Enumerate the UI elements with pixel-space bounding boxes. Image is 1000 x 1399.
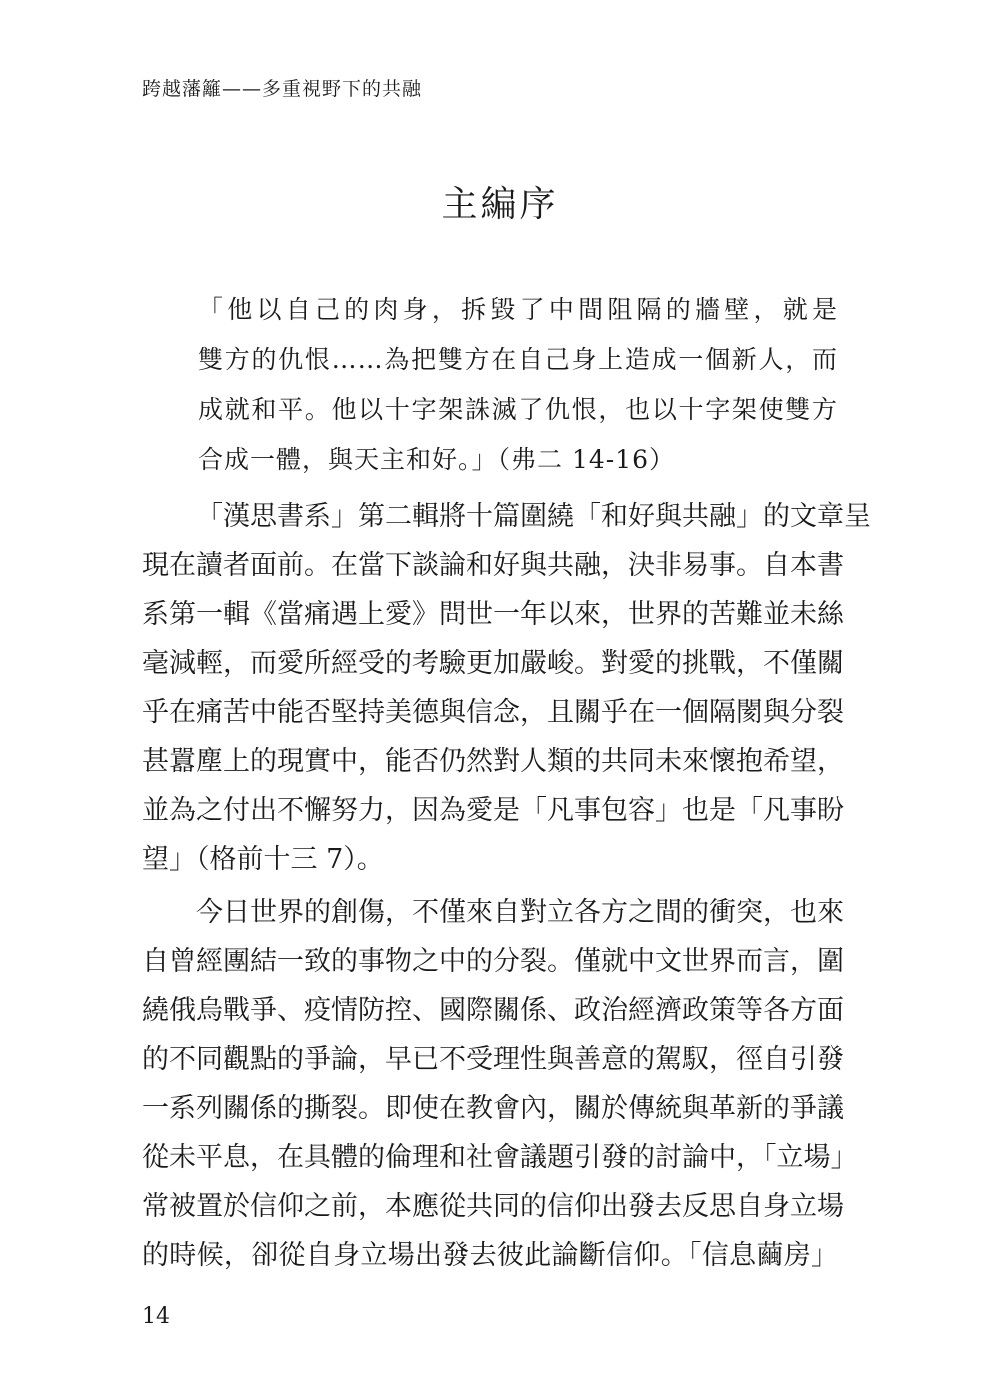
paragraph-line: 現在讀者面前。在當下談論和好與共融，決非易事。自本書 xyxy=(142,550,844,581)
running-head: 跨越藩籬——多重視野下的共融 xyxy=(142,78,423,100)
paragraph-line: 乎在痛苦中能否堅持美德與信念，且關乎在一個隔閡與分裂 xyxy=(142,697,844,728)
paragraph-line: 望」（格前十三 7）。 xyxy=(142,844,384,875)
quote-line: 成就和平。他以十字架誅滅了仇恨，也以十字架使雙方 xyxy=(198,395,838,424)
page-number: 14 xyxy=(142,1304,170,1329)
paragraph-line: 常被置於信仰之前，本應從共同的信仰出發去反思自身立場 xyxy=(142,1191,844,1222)
paragraph-line: 甚囂塵上的現實中，能否仍然對人類的共同未來懷抱希望， xyxy=(142,746,844,777)
paragraph-line: 自曾經團結一致的事物之中的分裂。僅就中文世界而言，圍 xyxy=(142,946,844,977)
paragraph-line: 毫減輕，而愛所經受的考驗更加嚴峻。對愛的挑戰，不僅關 xyxy=(142,648,844,679)
paragraph-line: 繞俄烏戰爭、疫情防控、國際關係、政治經濟政策等各方面 xyxy=(142,995,844,1026)
paragraph-line: 的不同觀點的爭論，早已不受理性與善意的駕馭，徑自引發 xyxy=(142,1044,844,1075)
paragraph-line: 今日世界的創傷，不僅來自對立各方之間的衝突，也來 xyxy=(196,897,844,928)
page-title: 主編序 xyxy=(441,184,559,225)
paragraph-line: 並為之付出不懈努力，因為愛是「凡事包容」也是「凡事盼 xyxy=(142,795,844,826)
paragraph-line: 從未平息，在具體的倫理和社會議題引發的討論中，「立場」 xyxy=(142,1142,858,1173)
quote-line: 雙方的仇恨……為把雙方在自己身上造成一個新人，而 xyxy=(198,345,838,374)
quote-line: 「他以自己的肉身，拆毀了中間阻隔的牆壁，就是 xyxy=(198,295,838,324)
paragraph-line: 系第一輯《當痛遇上愛》問世一年以來，世界的苦難並未絲 xyxy=(142,599,844,630)
quote-line: 合成一體，與天主和好。」（弗二 14-16） xyxy=(198,445,676,474)
paragraph-line: 「漢思書系」第二輯將十篇圍繞「和好與共融」的文章呈 xyxy=(196,501,871,532)
paragraph-line: 的時候，卻從自身立場出發去彼此論斷信仰。「信息繭房」 xyxy=(142,1240,838,1271)
paragraph-line: 一系列關係的撕裂。即使在教會內，關於傳統與革新的爭議 xyxy=(142,1093,844,1124)
